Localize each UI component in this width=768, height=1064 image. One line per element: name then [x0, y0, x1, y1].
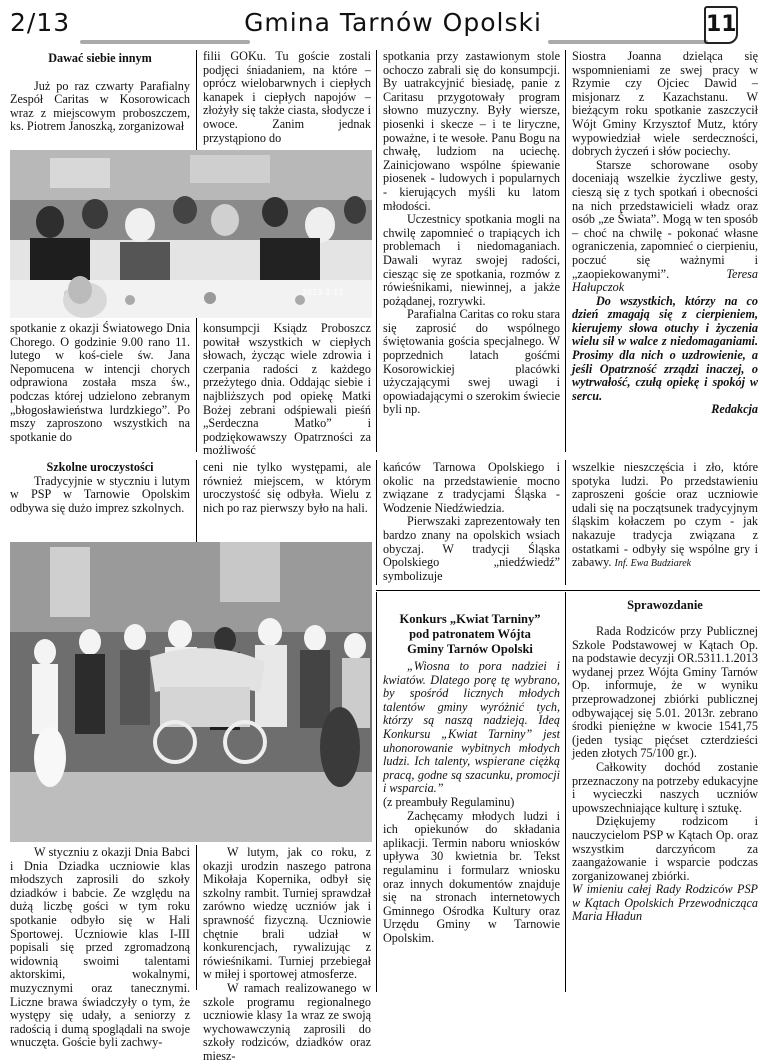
- column-rule: [565, 460, 566, 585]
- article-kwiat-tarniny: [383, 660, 560, 945]
- article-caritas-col4: [572, 50, 758, 417]
- issue-number: 2/13: [10, 8, 71, 37]
- column-rule: [196, 845, 197, 990]
- paragraph: Pierwszaki zaprezentowały ten bardzo znany na opolskich wsiach obyczaj. W tradycji Śląska Opolskiego „niedźwiedź” symbolizuje: [383, 514, 560, 583]
- paragraph: Już po raz czwarty Parafialny Zespół Caritas w Kosorowicach wraz z miejscowym proboszczem, ks. Piotrem Janoszką, zorganizował: [10, 78, 190, 134]
- quote-source: (z preambuły Regulaminu): [383, 794, 515, 809]
- article-caritas-col3: [383, 50, 560, 417]
- article-school-col2-bottom: [203, 846, 371, 1064]
- column-rule: [376, 460, 377, 585]
- editorial-signature: Redakcja: [711, 402, 758, 417]
- paragraph: filii GOKu. Tu goście zostali podjęci śniadaniem, na które – oprócz wielobarwnych i ciepłych kanapek i ciepłych napojów – złożyły się także ciasta, słodycze i owoce. Zanim jednak przystąpiono do: [203, 49, 371, 145]
- column-rule: [565, 592, 566, 992]
- paragraph: wszelkie nieszczęścia i zło, które spotyka ludzi. Po przedstawieniu zaproszeni goście oraz uczniowie udali się na początsunek tradycyjnym śląskim kołaczem po czym - jak nakazuje tradycja związana z ostatkami - odbyły się wspólne gry i zabawy.: [572, 460, 758, 570]
- article-title-kwiat-tarniny: Konkurs „Kwiat Tarniny” pod patronatem Wójta Gminy Tarnów Opolski: [399, 612, 541, 656]
- paragraph: W styczniu z okazji Dnia Babci i Dnia Dziadka uczniowie klas młodszych zaprosili do szkoły dziadków i babcie. Ze względu na dużą liczbę gości w tym roku spotkanie odbyło się w Hali Sportowej. Uczniowie klas I-III popisali się przed zgromadzoną widownią swoimi talentami aktorskimi, wokalnymi, muzycznymi oraz tanecznymi. Liczne brawa świadczyły o tym, że występy się udały, a seniorzy z radością i dumą spoglądali na swoje wnuczęta. Goście byli zachwy-: [10, 845, 190, 1050]
- article-school-col4-top: [572, 461, 758, 571]
- article-school-col2-top: [203, 461, 371, 515]
- paragraph: Siostra Joanna dzieląca się wspomnieniami ze swej pracy w Rzymie czy Ojciec Dawid – misjonarz z Kazachstanu. W bieżącym roku spotkanie zaszczycił Wójt Gminy Krzysztof Mutz, który wypowiedział wiele serdeczności, dobrych życzeń i słów pociechy.: [572, 49, 758, 159]
- article-title: Szkolne uroczystości: [46, 460, 154, 474]
- signature: W imieniu całej Rady Rodziców PSP w Kątach Opolskich Przewodnicząca Maria Hładun: [572, 882, 758, 924]
- photo-date-stamp: 2013-2-11: [302, 288, 344, 297]
- article-caritas-col1-bottom: [10, 322, 190, 444]
- paragraph: Rada Rodziców przy Publicznej Szkole Podstawowej w Kątach Op. na podstawie decyzji OR.5311.1.2013 wydanej przez Wójta Gminy Tarnów Op. informuje, że w wyniku przeprowadzonej zbiórki publicznej odbywającej się 5.01. 2013r. zebrano środki pieniężne w kwocie 1541,75 (jeden tysiąc pięćset czterdzieści jeden złotych 75/100 gr.).: [572, 624, 758, 761]
- paragraph: kańców Tarnowa Opolskiego i okolic na przedstawienie mocno związane z tradycjami Śląska - Wodzenie Niedźwiedzia.: [383, 460, 560, 515]
- newspaper-title: Gmina Tarnów Opolski: [244, 8, 542, 37]
- article-school-col1-bottom: [10, 846, 190, 1050]
- editorial-wishes: Do wszystkich, którzy na co dzień zmagają się z cierpieniem, kierujemy słowa otuchy i życzenia wielu sił w walce z niedomaganiami. Prosimy dla nich o uzdrowienie, a jeśli Opatrzność zrządzi inaczej, o wytrwałość, czułą opiekę i spokój w sercu.: [572, 293, 758, 403]
- paragraph: Zachęcamy młodych ludzi i ich opiekunów do składania aplikacji. Termin naboru wniosków upływa 30 kwietnia br. Tekst regulaminu i formularz wniosku oraz innych dokumentów znajduje się na stronach internetowych Gminnego Ośrodka Kultury oraz Urzędu Gminy w Tarnowie Opolskim.: [383, 808, 560, 945]
- paragraph: W ramach realizowanego w szkole programu regionalnego uczniowie klasy 1a wraz ze swoją wychowawczynią zaprosili do szkoły rodziców, dziadków oraz miesz-: [203, 980, 371, 1063]
- article-sprawozdanie: [572, 625, 758, 924]
- paragraph: spotkania przy zastawionym stole ochoczo zabrali się do konsumpcji. By uatrakcyjnić biesiadę, panie z Caritasu przygotowały program słowno muzyczny. Były wiersze, piosenki i skecze – i te liryczne, poważne, i te wesołe. Panu Bogu na chwałę, ludziom na uciechę. Zainicjowano wspólne śpiewanie piosenek - ludowych i popularnych - kierujących myśli ku latom młodości.: [383, 49, 560, 213]
- paragraph: Dziękujemy rodzicom i nauczycielom PSP w Kątach Op. oraz wszystkim darczyńcom za zaangażowanie i wsparcie podczas zorganizowanej zbiórki.: [572, 814, 758, 883]
- photo-school-costume-party: [10, 542, 372, 842]
- paragraph: Parafialna Caritas co roku stara się zaprosić do wspólnego świętowania gościa specjalnego. W poprzednich latach gośćmi Kosorowickiej placówki użyczającymi swej uwagi i opowiadającymi o szerokim świecie byli np.: [383, 307, 560, 417]
- article-caritas-col2-top: [203, 50, 371, 145]
- article-caritas-col2-bottom: [203, 322, 371, 458]
- photo-caritas-meeting: [10, 150, 372, 318]
- paragraph: Starsze schorowane osoby doceniają wszelkie życzliwe gesty, cieszą się z tych spotkań i obecności na nich przedstawicieli władz oraz osób „ze Świata”. Mogą w ten sposób – choć na chwilę - pokonać własne ograniczenia, zapomnieć o cierpieniu, poczuć się ważnymi i „zaopiekowanymi”.: [572, 157, 758, 281]
- author-signature: Teresa Hałupczok: [572, 266, 758, 295]
- article-school-intro: [10, 461, 190, 515]
- article-caritas-intro: [10, 52, 190, 134]
- article-school-col3-top: [383, 461, 560, 583]
- paragraph: ceni nie tylko występami, ale również miejscem, w którym uroczystość się odbyła. Wielu z nich po raz pierwszy było na hali.: [203, 460, 371, 515]
- column-rule: [376, 592, 377, 992]
- author-signature: Inf. Ewa Budziarek: [614, 558, 692, 570]
- paragraph: spotkanie z okazji Światowego Dnia Chorego. O godzinie 9.00 rano 11. lutego w koś-ciele św. Jana Nepomucena w intencji chorych odprawiona została msza św., podczas której udzielono zebranym „błogosławieństwa lurdzkiego”. Po mszy zaproszono wszystkich na spotkanie do: [10, 321, 190, 444]
- column-rule: [376, 50, 377, 452]
- page-number: 11: [704, 6, 738, 44]
- paragraph: Całkowity dochód zostanie przeznaczony na potrzeby edukacyjne i wycieczki naszych uczniów upowszechniające kulturę i sztukę.: [572, 759, 758, 815]
- paragraph: Uczestnicy spotkania mogli na chwilę zapomnieć o trapiących ich problemach i niedomaganiach. Dawali wyraz swojej radości, ciesząc się ze spotkania, rozmów z rówieśnikami, niewinnej, a jakże pożądanej, rozrywki.: [383, 212, 560, 308]
- regulation-quote: „Wiosna to pora nadziei i kwiatów. Dlatego porę tę wybrano, by spośród licznych młodych talentów gminy wyróżnić tych, którzy są naszą nadzieją. Ideą Konkursu „Kwiat Tarniny” jest uhonorowanie wybitnych młodych ludzi. Ich talenty, wspierane ciężką pracą, godne są szacunku, promocji i wsparcia.”: [383, 659, 560, 796]
- section-divider: [376, 590, 760, 591]
- paragraph: W lutym, jak co roku, z okazji urodzin naszego patrona Mikołaja Kopernika, odbył się szkolny rambit. Turniej sprawdzał zarówno wiedzę uczniów jak i sprawność fizyczną. Uczniowie chętnie brali udział w konkurencjach, rywalizując z rówieśnikami. Turniej przebiegał w miłej i sportowej atmosferze.: [203, 845, 371, 982]
- page-header: [8, 6, 760, 44]
- column-rule: [565, 50, 566, 452]
- header-rule-left: [80, 40, 250, 44]
- article-title: Dawać siebie innym: [48, 51, 152, 65]
- article-title-sprawozdanie: Sprawozdanie: [627, 598, 703, 612]
- paragraph: konsumpcji Ksiądz Proboszcz powitał wszystkich w ciepłych słowach, życząc wiele zdrowia i czerpania radości z każdego przeżytego dnia. Oddając siebie i najbliższych pod opiekę Matki Bożej zebrani odśpiewali pieśń „Serdeczna Matko” i podziękowawszy Opatrzności za możliwość: [203, 321, 371, 458]
- header-rule-right: [548, 40, 708, 44]
- paragraph: Tradycyjnie w styczniu i lutym w PSP w Tarnowie Opolskim odbywa się dużo imprez szkolnych.: [10, 473, 190, 515]
